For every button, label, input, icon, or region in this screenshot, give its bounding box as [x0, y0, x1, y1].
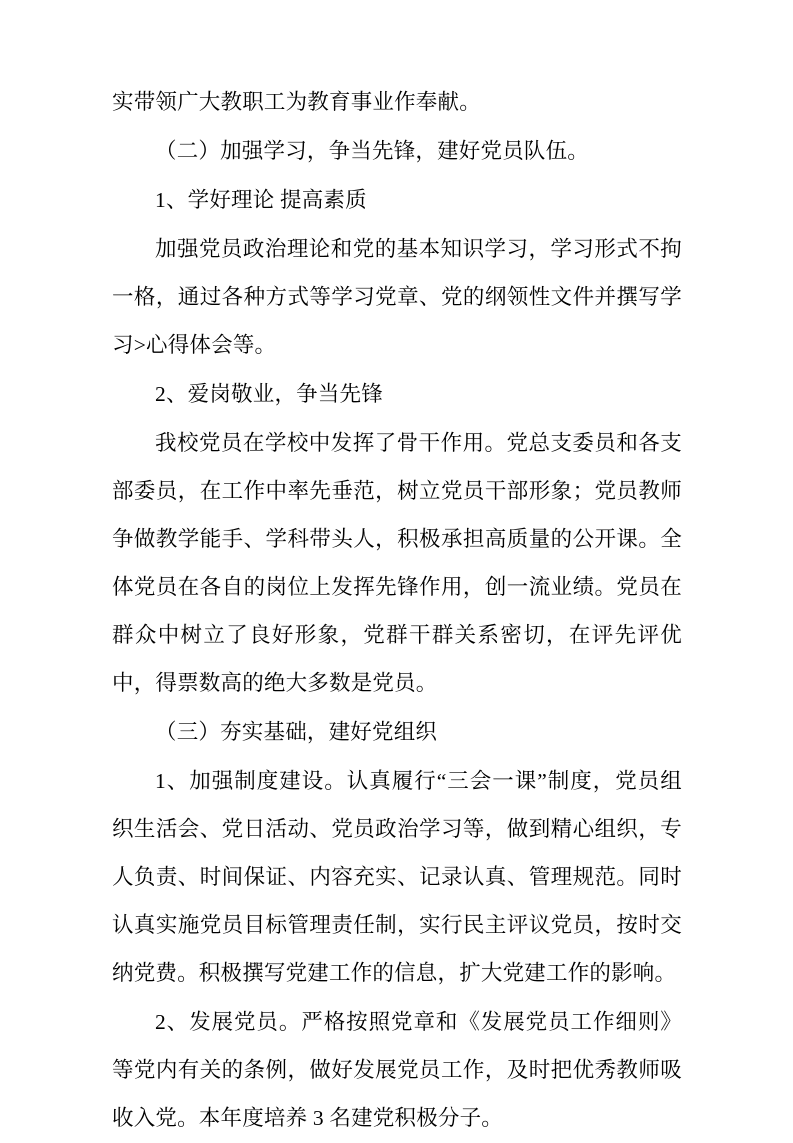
paragraph: （二）加强学习，争当先锋，建好党员队伍。	[155, 139, 590, 163]
paragraph: 1、学好理论 提高素质	[155, 188, 367, 212]
paragraph: 加强党员政治理论和党的基本知识学习，学习形式不拘一格，通过各种方式等学习党章、党的纲领性文件并撰写学习>心得体会等。	[112, 237, 682, 357]
paragraph: 实带领广大教职工为教育事业作奉献。	[112, 90, 481, 114]
paragraph: 1、加强制度建设。认真履行“三会一课”制度，党员组织生活会、党日活动、党员政治学习等，做到精心组织，专人负责、时间保证、内容充实、记录认真、管理规范。同时认真实施党员目标管理责任制，实行民主评议党员，按时交纳党费。积极撰写党建工作的信息，扩大党建工作的影响。	[112, 769, 682, 985]
paragraph: （三）夯实基础，建好党组织	[155, 720, 438, 744]
paragraph: 2、爱岗敬业，争当先锋	[155, 382, 383, 406]
paragraph: 我校党员在学校中发挥了骨干作用。党总支委员和各支部委员，在工作中率先垂范，树立党员干部形象；党员教师争做教学能手、学科带头人，积极承担高质量的公开课。全体党员在各自的岗位上发挥先锋作用，创一流业绩。党员在群众中树立了良好形象，党群干群关系密切，在评先评优中，得票数高的绝大多数是党员。	[112, 431, 682, 695]
paragraph: 2、发展党员。严格按照党章和《发展党员工作细则》等党内有关的条例，做好发展党员工作，及时把优秀教师吸收入党。本年度培养 3 名建党积极分子。	[112, 1010, 682, 1130]
document-body	[112, 78, 682, 1143]
